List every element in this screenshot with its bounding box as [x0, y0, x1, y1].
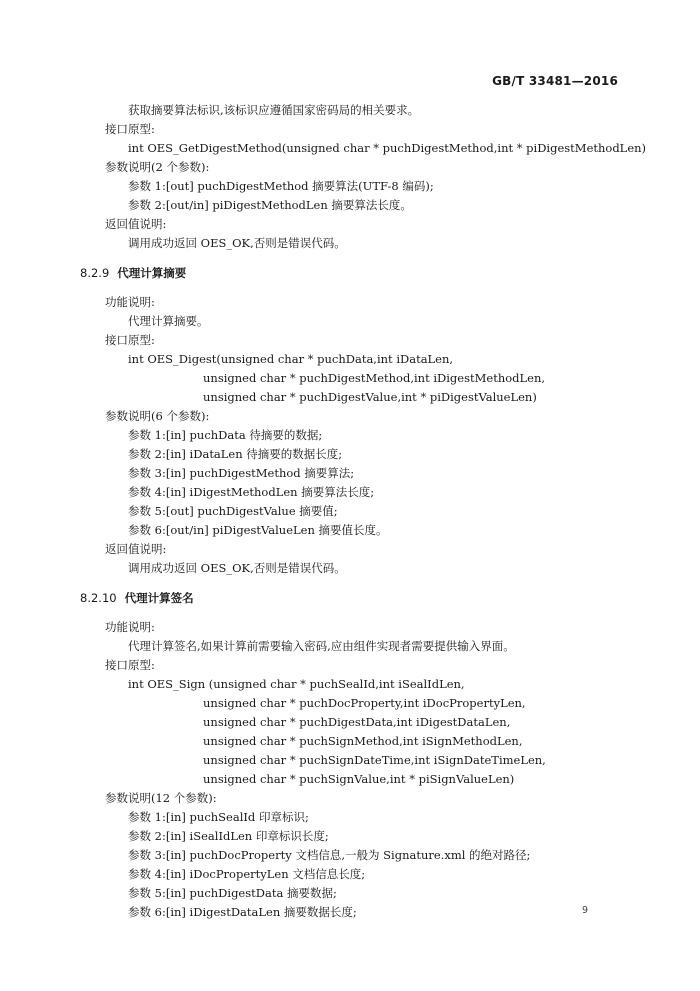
text-line: 参数 1:[in] puchData 待摘要的数据; [128, 428, 323, 442]
text-line: 参数 2:[out/in] piDigestMethodLen 摘要算法长度。 [128, 198, 412, 212]
section-heading [0, 253, 700, 293]
text-line: unsigned char * puchDocProperty,int iDocPropertyLen, [203, 696, 526, 710]
text-line: 参数说明(2 个参数): [105, 160, 210, 174]
text-line: int OES_Sign (unsigned char * puchSealId,int iSealIdLen, [128, 677, 465, 691]
text-line: 参数说明(12 个参数): [105, 791, 217, 805]
text-line: 功能说明: [105, 620, 155, 634]
text-line: int OES_GetDigestMethod(unsigned char * puchDigestMethod,int * piDigestMethodLen) [128, 141, 647, 155]
text-line: int OES_Digest(unsigned char * puchData,int iDataLen, [128, 352, 454, 366]
text-line: unsigned char * puchSignDateTime,int iSignDateTimeLen, [203, 753, 546, 767]
text-line: 参数 6:[out/in] piDigestValueLen 摘要值长度。 [128, 523, 388, 537]
document-body [0, 101, 700, 922]
standard-code-header: GB/T 33481—2016 [492, 74, 618, 88]
text-line: 参数 5:[out] puchDigestValue 摘要值; [128, 504, 338, 518]
text-line: 参数 1:[out] puchDigestMethod 摘要算法(UTF-8 编码); [128, 179, 434, 193]
section-number: 8.2.10 [80, 591, 117, 605]
section-number: 8.2.9 [80, 266, 110, 280]
text-line: unsigned char * puchSignValue,int * piSignValueLen) [203, 772, 515, 786]
text-line: 参数 6:[in] iDigestDataLen 摘要数据长度; [128, 905, 357, 919]
text-line: 接口原型: [105, 333, 155, 347]
section-title: 代理计算摘要 [117, 266, 187, 280]
text-line: 代理计算摘要。 [128, 314, 209, 328]
text-line: unsigned char * puchDigestValue,int * piDigestValueLen) [203, 390, 537, 404]
text-line: 功能说明: [105, 295, 155, 309]
text-line: 返回值说明: [105, 217, 167, 231]
text-line: 参数 5:[in] puchDigestData 摘要数据; [128, 886, 337, 900]
text-line: 参数 3:[in] puchDigestMethod 摘要算法; [128, 466, 355, 480]
text-line: unsigned char * puchDigestData,int iDigestDataLen, [203, 715, 511, 729]
text-line: 参数 2:[in] iSealIdLen 印章标识长度; [128, 829, 329, 843]
text-line: 代理计算签名,如果计算前需要输入密码,应由组件实现者需要提供输入界面。 [128, 639, 515, 653]
text-line: unsigned char * puchDigestMethod,int iDigestMethodLen, [203, 371, 546, 385]
section-heading [0, 578, 700, 618]
text-line: 获取摘要算法标识,该标识应遵循国家密码局的相关要求。 [128, 103, 420, 117]
text-line: unsigned char * puchSignMethod,int iSignMethodLen, [203, 734, 523, 748]
text-line: 调用成功返回 OES_OK,否则是错误代码。 [128, 561, 346, 575]
text-line: 调用成功返回 OES_OK,否则是错误代码。 [128, 236, 346, 250]
text-line: 参数 2:[in] iDataLen 待摘要的数据长度; [128, 447, 343, 461]
text-line: 接口原型: [105, 658, 155, 672]
text-line: 参数 3:[in] puchDocProperty 文档信息,一般为 Signature.xml 的绝对路径; [128, 848, 531, 862]
text-line: 参数说明(6 个参数): [105, 409, 210, 423]
text-line: 参数 1:[in] puchSealId 印章标识; [128, 810, 309, 824]
text-line: 参数 4:[in] iDocPropertyLen 文档信息长度; [128, 867, 366, 881]
text-line: 返回值说明: [105, 542, 167, 556]
page-number: 9 [581, 905, 588, 916]
text-line: 接口原型: [105, 122, 155, 136]
section-title: 代理计算签名 [124, 591, 194, 605]
text-line: 参数 4:[in] iDigestMethodLen 摘要算法长度; [128, 485, 375, 499]
